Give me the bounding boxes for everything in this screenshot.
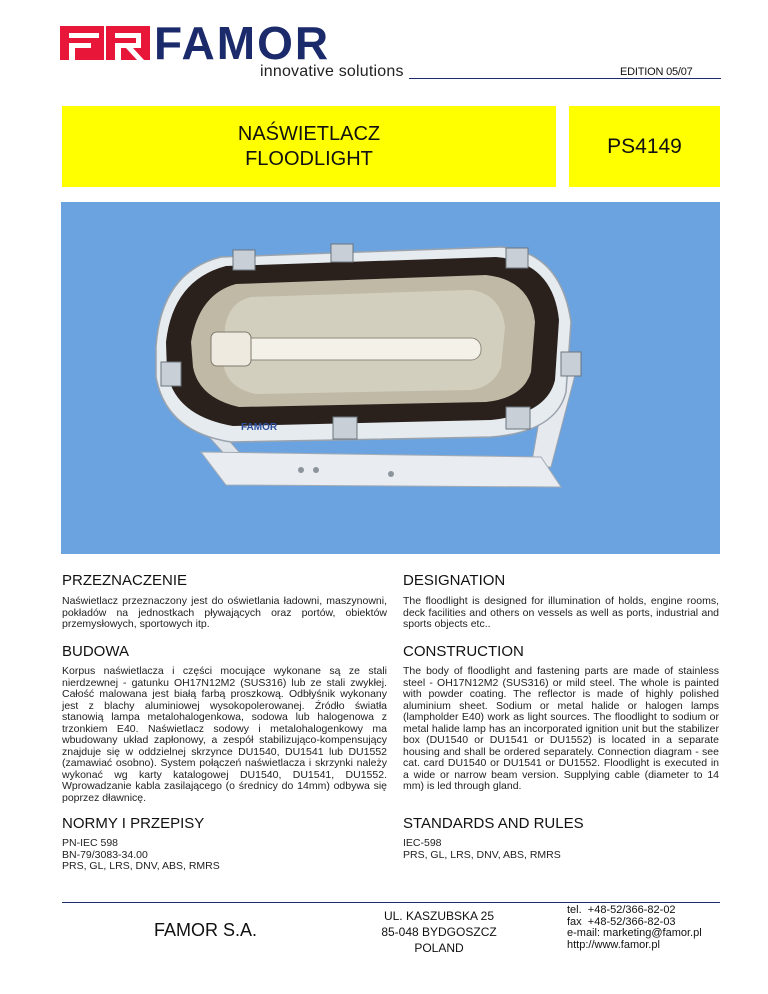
heading-designation: DESIGNATION	[403, 572, 506, 589]
heading-budowa: BUDOWA	[62, 643, 129, 660]
list-item: PRS, GL, LRS, DNV, ABS, RMRS	[62, 860, 220, 872]
svg-text:FAMOR: FAMOR	[241, 422, 278, 433]
product-code-box	[569, 106, 720, 187]
list-item: BN-79/3083-34.00	[62, 848, 148, 861]
list-item: IEC-598	[403, 837, 442, 849]
product-title-pl: NAŚWIETLACZ	[237, 122, 381, 145]
company-contact	[567, 905, 702, 951]
tagline: innovative solutions	[260, 63, 404, 80]
floodlight-illustration	[61, 202, 720, 554]
fax-number: fax +48-52/366-82-03	[567, 915, 676, 928]
company-name: FAMOR S.A.	[154, 920, 258, 940]
product-code: PS4149	[607, 134, 682, 158]
text-construction: The body of floodlight and fastening parts are made of stainless steel - OH17N12M2 (SUS316) or mild steel. The whole is painted with powder coating. The reflector is made of highly polished aluminium sheet. Sodium or metal halide or halogen lamps (lampholder E40) work as light sources. The floodlight to sodium or metal halide lamp has an incorporated ignition unit but the stabilizer box (DU1540 or DU1541 or DU1552) is located in a separate housing and shall be ordered separately. Connection diagram - see cat. card DU1540 or DU1541 or DU1552. Floodlight is executed in a wide or narrow beam version. Supplying cable (diameter to 14 mm) is led through gland.	[403, 665, 719, 792]
heading-normy: NORMY I PRZEPISY	[62, 815, 205, 832]
company-address	[354, 908, 524, 956]
product-photo	[61, 202, 720, 554]
text-designation: The floodlight is designed for illumination of holds, engine rooms, deck facilities and others on vessels as well as ports, industrial and sports objects etc..	[403, 595, 719, 630]
text-budowa: Korpus naświetlacza i części mocujące wykonane są ze stali nierdzewnej - gatunku OH17N12M2 (SUS316) lub ze stali zwykłej. Całość malowana jest białą farbą proszkową. Odbłyśnik wykonany jest z blachy aluminiowej wysokopolerowanej. Źródło światła stanowią lampa metalohalogenkowa, sodowa lub halogenowa z trzonkiem E40. Naświetlacz sodowy i metalohalogenkowy ma wbudowany układ zapłonowy, a zespół stabilizująco-kompensujący znajduje się w oddzielnej skrzynce DU1540, DU1541 lub DU1552 (zamawiać osobno). System połączeń naświetlacza i skrzynki należy wykonać wg karty katalogowej DU1540, DU1541, DU1552. Wprowadzanie kabla zasilającego (o średnicy do 14mm) odbywa się poprzez dławnicę.	[62, 665, 387, 804]
heading-przeznaczenie: PRZEZNACZENIE	[62, 572, 188, 589]
text-przeznaczenie: Naświetlacz przeznaczony jest do oświetlania ładowni, maszynowni, pokładów na jednostkach pływających oraz portów, obiektów przemysłowych, sportowych itp.	[62, 595, 387, 630]
normy-list	[62, 838, 220, 873]
svg-text:FAMOR: FAMOR	[154, 26, 331, 69]
address-line: UL. KASZUBSKA 25	[383, 909, 495, 923]
address-line: 85-048 BYDGOSZCZ	[381, 925, 497, 939]
standards-list	[403, 838, 561, 861]
phone-number: tel. +48-52/366-82-02	[567, 904, 676, 916]
heading-construction: CONSTRUCTION	[403, 643, 524, 660]
address-line: POLAND	[414, 941, 464, 955]
header-divider	[409, 78, 721, 79]
list-item: PN-IEC 598	[62, 837, 119, 849]
website-link[interactable]: http://www.famor.pl	[567, 938, 660, 951]
list-item: PRS, GL, LRS, DNV, ABS, RMRS	[403, 848, 561, 861]
edition-label: EDITION 05/07	[620, 66, 693, 78]
product-title-en: FLOODLIGHT	[245, 147, 373, 170]
email-link[interactable]: e-mail: marketing@famor.pl	[567, 927, 702, 939]
footer-divider	[62, 902, 720, 903]
product-title-box	[62, 106, 556, 187]
heading-standards: STANDARDS AND RULES	[403, 815, 584, 832]
